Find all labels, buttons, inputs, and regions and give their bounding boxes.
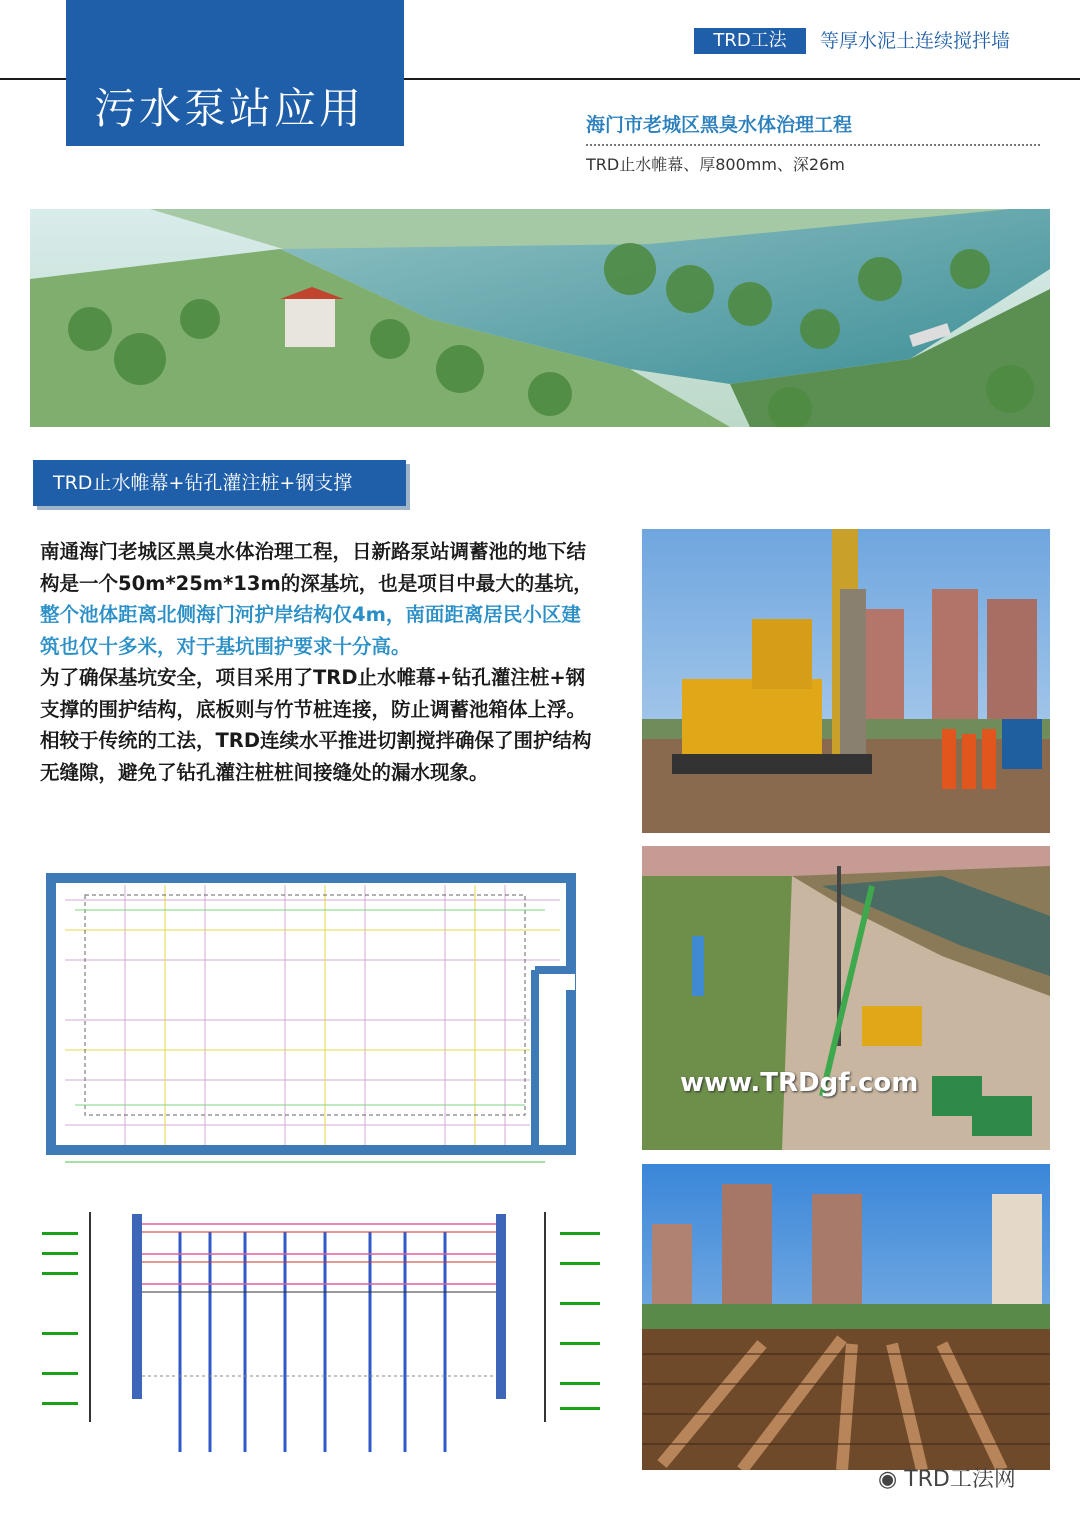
riverside-site-photo — [642, 846, 1050, 1150]
method-tag-text: 等厚水泥土连续搅拌墙 — [820, 30, 1011, 52]
paragraph-1 — [40, 536, 600, 662]
section-label — [33, 460, 406, 506]
site-watermark: www.TRDgf.com — [680, 1068, 919, 1098]
section-drawing — [30, 1192, 610, 1464]
rebar-site-photo — [642, 1164, 1050, 1470]
project-title: 海门市老城区黑臭水体治理工程 — [586, 114, 853, 136]
footer-logo-text: TRD工法网 — [904, 1467, 1016, 1492]
page-title: 污水泵站应用 — [94, 84, 365, 133]
method-tag: TRD工法 — [694, 28, 806, 54]
project-subtitle: TRD止水帷幕、厚800mm、深26m — [586, 155, 845, 174]
plan-drawing — [45, 870, 590, 1168]
trd-machine-photo — [642, 529, 1050, 833]
paragraph-1-highlight: 整个池体距离北侧海门河护岸结构仅4m，南面距离居民小区建筑也仅十多米，对于基坑围护要求十分高。 — [40, 603, 581, 658]
section-label-text: TRD止水帷幕+钻孔灌注桩+钢支撑 — [53, 472, 353, 494]
body-text — [40, 536, 600, 788]
dotted-divider — [586, 144, 1040, 146]
paragraph-2: 为了确保基坑安全，项目采用了TRD止水帷幕+钻孔灌注桩+钢支撑的围护结构，底板则与竹节桩连接，防止调蓄池箱体上浮。相较于传统的工法，TRD连续水平推进切割搅拌确保了围护结构无缝隙，避免了钻孔灌注桩桩间接缝处的漏水现象。 — [40, 666, 592, 784]
aerial-rendering-image — [30, 209, 1050, 427]
wechat-icon: ◉ — [878, 1467, 898, 1492]
footer-logo — [878, 1462, 1016, 1493]
title-block — [66, 0, 404, 146]
paragraph-1-plain: 南通海门老城区黑臭水体治理工程，日新路泵站调蓄池的地下结构是一个50m*25m*13m的深基坑，也是项目中最大的基坑， — [40, 540, 593, 595]
